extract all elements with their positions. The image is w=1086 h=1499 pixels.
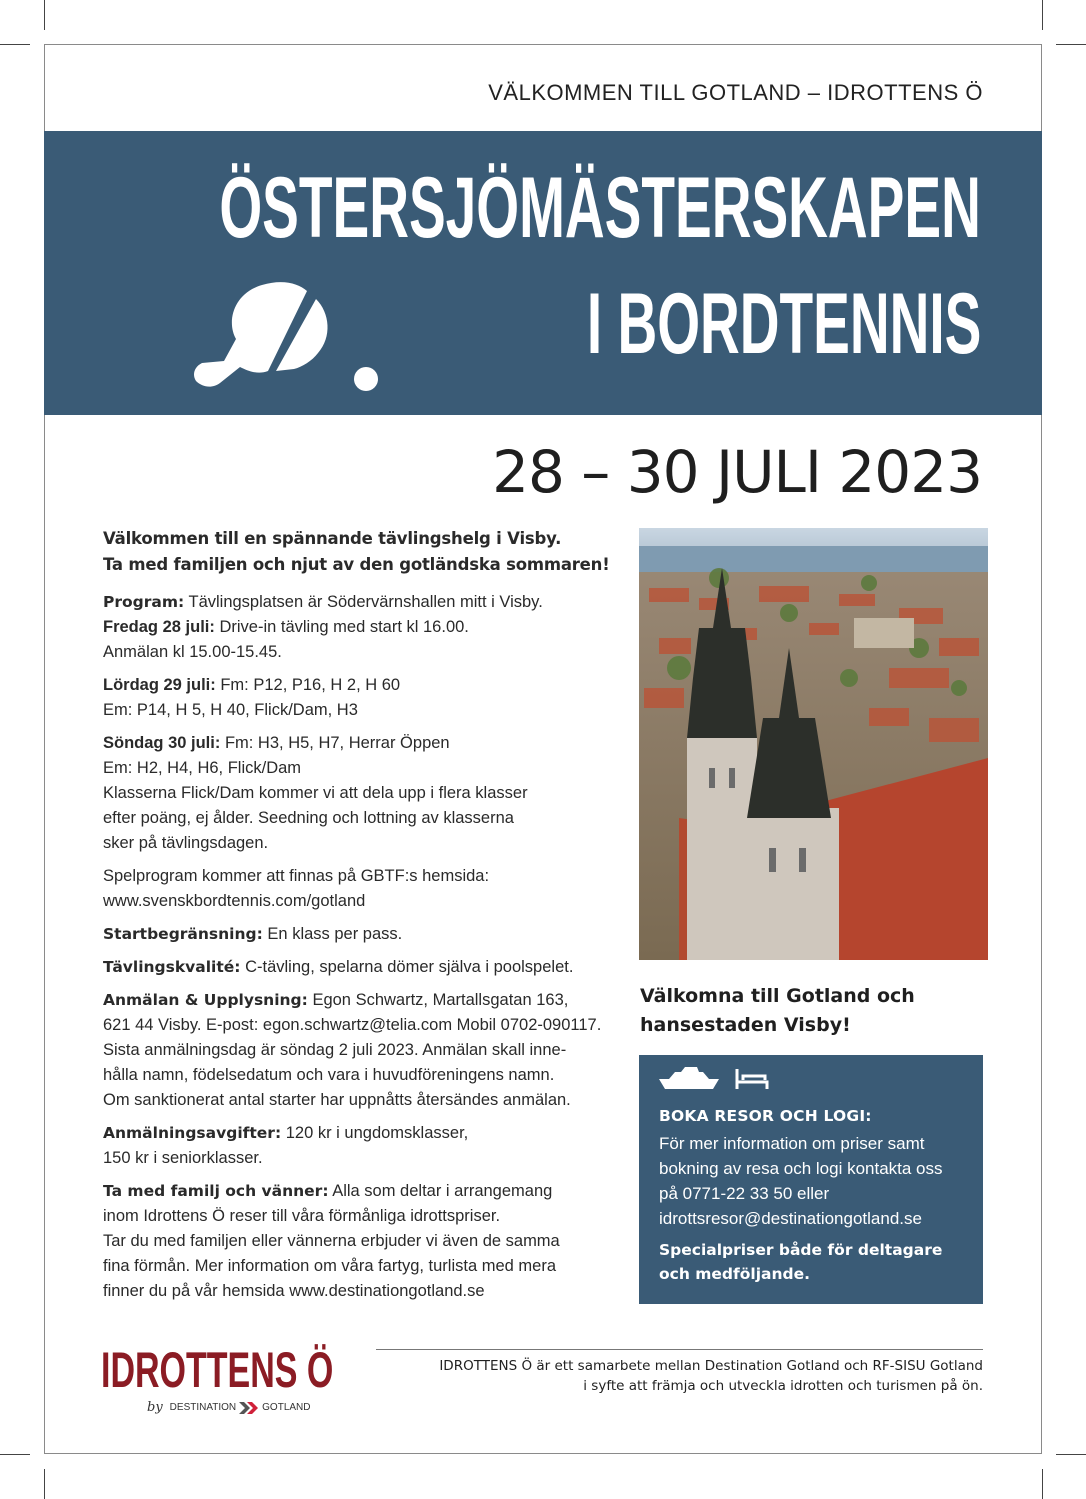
day-text: Anmälan kl 15.00-15.45. xyxy=(103,643,282,661)
sunday-section xyxy=(103,731,623,856)
section-text: fina förmån. Mer information om våra fartyg, turlista med mera xyxy=(103,1257,556,1275)
saturday-section xyxy=(103,673,623,723)
day-label: Söndag 30 juli: xyxy=(103,734,221,752)
day-text: Drive-in tävling med start kl 16.00. xyxy=(214,618,469,636)
schedule-section xyxy=(103,864,623,914)
visby-cathedral-photo xyxy=(639,528,988,960)
classes-text: efter poäng, ej ålder. Seedning och lottning av klasserna xyxy=(103,809,514,827)
day-text: Fm: H3, H5, H7, Herrar Öppen xyxy=(220,734,450,752)
classes-text: Klasserna Flick/Dam kommer vi att dela upp i flera klasser xyxy=(103,784,528,802)
limit-section xyxy=(103,922,623,947)
section-text: En klass per pass. xyxy=(262,925,403,943)
logo-wordmark: IDROTTENS Ö xyxy=(101,1342,334,1398)
intro-line: Välkommen till en spännande tävlingshelg i Visby. xyxy=(103,529,562,548)
title-banner xyxy=(44,131,1042,415)
registration-section xyxy=(103,988,623,1113)
booking-phone: på 0771-22 33 50 eller xyxy=(659,1184,830,1203)
booking-text xyxy=(659,1131,969,1231)
idrottens-o-logo xyxy=(101,1342,334,1425)
booking-line: För mer information om priser samt xyxy=(659,1134,925,1153)
day-label: Lördag 29 juli: xyxy=(103,676,216,694)
section-label: Tävlingskvalité: xyxy=(103,958,241,976)
day-text: Fm: P12, P16, H 2, H 60 xyxy=(215,676,401,694)
booking-line: bokning av resa och logi kontakta oss xyxy=(659,1159,943,1178)
tagline: VÄLKOMMEN TILL GOTLAND – IDROTTENS Ö xyxy=(488,80,983,105)
section-text: Egon Schwartz, Martallsgatan 163, xyxy=(307,991,569,1009)
section-text: 150 kr i seniorklasser. xyxy=(103,1149,263,1167)
section-label: Anmälningsavgifter: xyxy=(103,1124,282,1142)
day-text: Em: P14, H 5, H 40, Flick/Dam, H3 xyxy=(103,701,358,719)
logo-by: by xyxy=(147,1400,163,1415)
footer-line: i syfte att främja och utveckla idrotten och turismen på ön. xyxy=(583,1378,983,1394)
section-text: hålla namn, födelsedatum och vara i huvudföreningens namn. xyxy=(103,1066,555,1084)
crop-mark xyxy=(44,1469,45,1499)
quality-section xyxy=(103,955,623,980)
welcome-line: hansestaden Visby! xyxy=(640,1014,851,1036)
welcome-line: Välkomna till Gotland och xyxy=(640,985,915,1007)
section-text: Alla som deltar i arrangemang xyxy=(328,1182,553,1200)
ping-pong-paddle-icon xyxy=(190,271,380,391)
section-text: Tar du med familjen eller vännerna erbjuder vi även de samma xyxy=(103,1232,560,1250)
section-text: Tävlingsplatsen är Södervärnshallen mitt i Visby. xyxy=(184,593,543,611)
crop-mark xyxy=(1056,1454,1086,1455)
bed-icon xyxy=(737,1069,767,1089)
program-section xyxy=(103,590,623,665)
welcome-heading xyxy=(640,982,980,1040)
main-text-column xyxy=(103,526,623,1312)
footer-divider xyxy=(376,1349,983,1350)
classes-text: sker på tävlingsdagen. xyxy=(103,834,269,852)
fees-section xyxy=(103,1121,623,1171)
booking-email[interactable]: idrottsresor@destinationgotland.se xyxy=(659,1209,922,1228)
section-text: finner du på vår hemsida www.destinationgotland.se xyxy=(103,1282,485,1300)
section-label: Program: xyxy=(103,593,185,611)
logo-sub xyxy=(147,1400,311,1415)
intro xyxy=(103,526,623,578)
booking-heading: BOKA RESOR OCH LOGI: xyxy=(659,1107,872,1125)
schedule-text: Spelprogram kommer att finnas på GBTF:s hemsida: xyxy=(103,867,490,885)
title-line-1: ÖSTERSJÖMÄSTERSKAPEN xyxy=(219,160,981,256)
day-label: Fredag 28 juli: xyxy=(103,618,215,636)
schedule-link[interactable]: www.svenskbordtennis.com/gotland xyxy=(103,892,366,910)
section-text: 621 44 Visby. E-post: egon.schwartz@telia.com Mobil 0702-090117. xyxy=(103,1016,602,1034)
day-text: Em: H2, H4, H6, Flick/Dam xyxy=(103,759,302,777)
chevrons-icon xyxy=(239,1402,259,1414)
intro-line: Ta med familjen och njut av den gotländska sommaren! xyxy=(103,555,610,574)
crop-mark xyxy=(0,1454,30,1455)
crop-mark xyxy=(1056,44,1086,45)
crop-mark xyxy=(1042,0,1043,30)
ferry-icon xyxy=(659,1067,719,1089)
booking-note-line: Specialpriser både för deltagare xyxy=(659,1241,943,1259)
booking-box xyxy=(639,1055,983,1304)
booking-note-line: och medföljande. xyxy=(659,1265,811,1283)
title-line-2: I BORDTENNIS xyxy=(586,276,981,372)
section-label: Anmälan & Upplysning: xyxy=(103,991,308,1009)
section-text: 120 kr i ungdomsklasser, xyxy=(281,1124,469,1142)
footer-note xyxy=(363,1356,983,1396)
logo-destination: DESTINATION xyxy=(169,1402,237,1413)
section-text: C-tävling, spelarna dömer själva i poolspelet. xyxy=(240,958,574,976)
crop-mark xyxy=(1042,1469,1043,1499)
crop-mark xyxy=(0,44,30,45)
footer-line: IDROTTENS Ö är ett samarbete mellan Destination Gotland och RF-SISU Gotland xyxy=(439,1358,983,1374)
section-text: Sista anmälningsdag är söndag 2 juli 2023. Anmälan skall inne- xyxy=(103,1041,567,1059)
logo-gotland: GOTLAND xyxy=(262,1402,311,1413)
section-text: inom Idrottens Ö reser till våra förmånliga idrottspriser. xyxy=(103,1207,501,1225)
section-text: Om sanktionerat antal starter har uppnåtts återsändes anmälan. xyxy=(103,1091,571,1109)
family-section xyxy=(103,1179,623,1304)
crop-mark xyxy=(44,0,45,30)
section-label: Startbegränsning: xyxy=(103,925,263,943)
booking-note xyxy=(659,1238,959,1286)
booking-icons xyxy=(659,1065,779,1091)
event-dates: 28 – 30 JULI 2023 xyxy=(492,438,982,506)
section-label: Ta med familj och vänner: xyxy=(103,1182,329,1200)
